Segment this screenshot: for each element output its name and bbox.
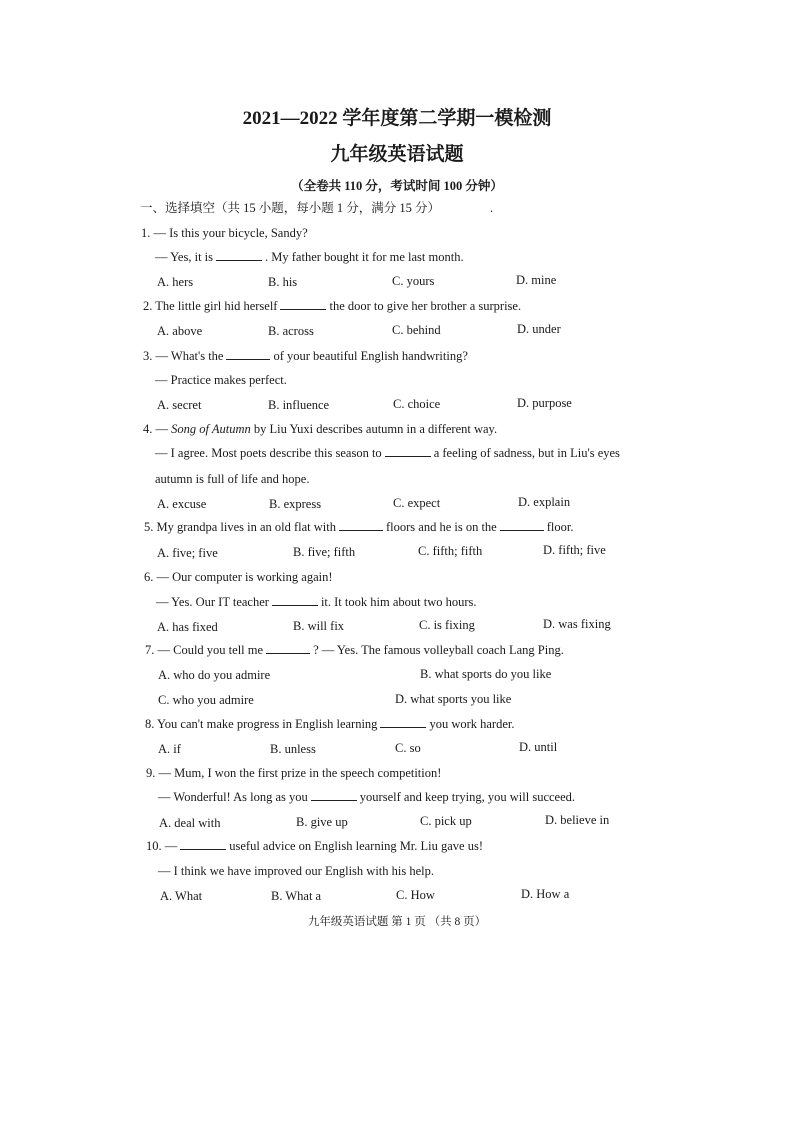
stray-mark: . bbox=[490, 201, 494, 215]
question-10-reply: — I think we have improved our English with his help. bbox=[158, 864, 435, 878]
question-4-reply bbox=[155, 445, 620, 461]
stem-text: the door to give her brother a surprise. bbox=[329, 299, 522, 313]
question-8-option-c: C. so bbox=[395, 741, 421, 755]
stem-text: 2. The little girl hid herself bbox=[143, 299, 278, 313]
stem-text: 10. — bbox=[146, 839, 178, 853]
reply-text: it. It took him about two hours. bbox=[320, 595, 477, 609]
exam-note: （全卷共 110 分，考试时间 100 分钟） bbox=[291, 179, 503, 193]
stem-text: of your beautiful English handwriting? bbox=[273, 349, 468, 363]
answer-blank bbox=[500, 519, 544, 531]
answer-blank bbox=[272, 594, 318, 606]
question-1-option-b: B. his bbox=[268, 275, 298, 289]
question-3-option-b: B. influence bbox=[268, 398, 330, 412]
question-2-stem bbox=[143, 298, 521, 314]
reply-text: — I agree. Most poets describe this season to bbox=[155, 446, 382, 460]
question-6-option-a: A. has fixed bbox=[157, 620, 218, 634]
answer-blank bbox=[226, 348, 270, 360]
answer-blank bbox=[280, 298, 326, 310]
reply-text: — Yes. Our IT teacher bbox=[156, 595, 269, 609]
question-3-option-c: C. choice bbox=[393, 397, 441, 411]
question-4-option-a: A. excuse bbox=[157, 497, 207, 511]
question-4-option-c: C. expect bbox=[393, 496, 441, 510]
question-10-stem bbox=[146, 838, 483, 854]
stem-text: you work harder. bbox=[429, 717, 515, 731]
question-7-option-c: C. who you admire bbox=[158, 693, 254, 707]
reply-text: a feeling of sadness, but in Liu's eyes bbox=[433, 446, 620, 460]
question-8-stem bbox=[145, 716, 514, 732]
question-4-reply-cont: autumn is full of life and hope. bbox=[155, 472, 310, 486]
answer-blank bbox=[380, 716, 426, 728]
stem-text: 3. — What's the bbox=[143, 349, 224, 363]
stem-text: floors and he is on the bbox=[385, 520, 497, 534]
question-6-reply bbox=[156, 594, 477, 610]
question-1-reply bbox=[155, 249, 464, 265]
question-6-option-d: D. was fixing bbox=[543, 617, 611, 631]
question-5-option-c: C. fifth; fifth bbox=[418, 544, 483, 558]
question-3-option-a: A. secret bbox=[157, 398, 202, 412]
question-9-stem: 9. — Mum, I won the first prize in the speech competition! bbox=[146, 766, 442, 780]
answer-blank bbox=[311, 789, 357, 801]
question-4-option-b: B. express bbox=[269, 497, 322, 511]
question-2-option-d: D. under bbox=[517, 322, 561, 336]
stem-text: 8. You can't make progress in English learning bbox=[145, 717, 378, 731]
question-7-option-d: D. what sports you like bbox=[395, 692, 512, 706]
stem-text: floor. bbox=[546, 520, 574, 534]
question-2-option-c: C. behind bbox=[392, 323, 441, 337]
question-5-option-a: A. five; five bbox=[157, 546, 218, 560]
stem-text: 7. — Could you tell me bbox=[145, 643, 264, 657]
stem-text: useful advice on English learning Mr. Liu gave us! bbox=[229, 839, 484, 853]
answer-blank bbox=[266, 642, 310, 654]
question-5-option-d: D. fifth; five bbox=[543, 543, 606, 557]
answer-blank bbox=[339, 519, 383, 531]
reply-text: — Yes, it is bbox=[155, 250, 214, 264]
question-8-option-a: A. if bbox=[158, 742, 181, 756]
question-10-option-b: B. What a bbox=[271, 889, 322, 903]
stem-text: ? — Yes. The famous volleyball coach Lang Ping. bbox=[313, 643, 564, 657]
page-footer: 九年级英语试题 第 1 页 （共 8 页） bbox=[307, 916, 487, 928]
question-7-stem bbox=[145, 642, 564, 658]
page-subtitle: 九年级英语试题 bbox=[330, 144, 464, 165]
question-3-option-d: D. purpose bbox=[517, 396, 572, 410]
question-1-option-c: C. yours bbox=[392, 274, 435, 288]
reply-text: — Wonderful! As long as you bbox=[158, 790, 308, 804]
question-10-option-c: C. How bbox=[396, 888, 435, 902]
question-1-stem: 1. — Is this your bicycle, Sandy? bbox=[141, 226, 308, 240]
question-1-option-d: D. mine bbox=[516, 273, 557, 287]
question-6-option-c: C. is fixing bbox=[419, 618, 475, 632]
question-5-option-b: B. five; fifth bbox=[293, 545, 356, 559]
question-9-option-c: C. pick up bbox=[420, 814, 472, 828]
question-8-option-b: B. unless bbox=[270, 742, 316, 756]
stem-text: 4. — bbox=[143, 422, 168, 436]
reply-text: yourself and keep trying, you will succeed. bbox=[359, 790, 576, 804]
question-4-option-d: D. explain bbox=[518, 495, 571, 509]
page-title: 2021—2022 学年度第二学期一模检测 bbox=[242, 108, 552, 129]
question-10-option-a: A. What bbox=[160, 889, 203, 903]
question-3-stem bbox=[143, 348, 468, 364]
question-1-option-a: A. hers bbox=[157, 275, 194, 289]
question-2-option-a: A. above bbox=[157, 324, 203, 338]
answer-blank bbox=[180, 838, 226, 850]
question-4-stem bbox=[143, 421, 497, 437]
poem-title: Song of Autumn bbox=[171, 422, 251, 436]
question-6-stem: 6. — Our computer is working again! bbox=[144, 570, 333, 584]
answer-blank bbox=[216, 249, 262, 261]
question-7-option-a: A. who do you admire bbox=[158, 668, 271, 682]
question-10-option-d: D. How a bbox=[521, 887, 570, 901]
question-9-option-a: A. deal with bbox=[159, 816, 221, 830]
reply-text: . My father bought it for me last month. bbox=[265, 250, 464, 264]
answer-blank bbox=[385, 445, 431, 457]
question-9-reply bbox=[158, 789, 575, 805]
question-3-reply: — Practice makes perfect. bbox=[155, 373, 287, 387]
question-9-option-d: D. believe in bbox=[545, 813, 610, 827]
question-8-option-d: D. until bbox=[519, 740, 558, 754]
question-5-stem bbox=[144, 519, 573, 535]
stem-text: 5. My grandpa lives in an old flat with bbox=[144, 520, 336, 534]
section-heading: 一、选择填空（共 15 小题，每小题 1 分，满分 15 分） bbox=[140, 201, 441, 215]
question-7-option-b: B. what sports do you like bbox=[420, 667, 552, 681]
question-9-option-b: B. give up bbox=[296, 815, 348, 829]
question-2-option-b: B. across bbox=[268, 324, 314, 338]
question-6-option-b: B. will fix bbox=[293, 619, 345, 633]
stem-text: by Liu Yuxi describes autumn in a different way. bbox=[253, 422, 498, 436]
